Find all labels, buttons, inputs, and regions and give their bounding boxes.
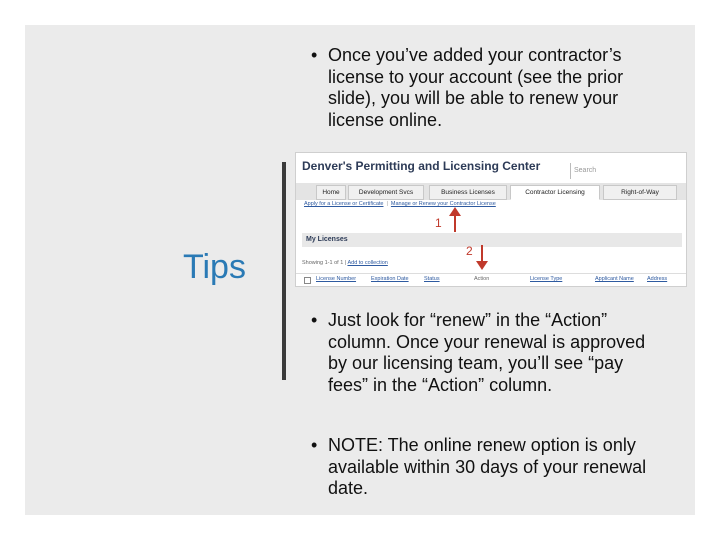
search-input[interactable]: Search [570,163,684,179]
bullet-dot: • [311,45,318,65]
bullet-dot: • [311,310,318,330]
col-status[interactable]: Status [424,276,440,282]
tab-home[interactable]: Home [316,185,346,200]
col-applicant-name[interactable]: Applicant Name [595,276,634,282]
col-expiration-date[interactable]: Expiration Date [371,276,409,282]
bullet-dot: • [311,435,318,455]
tab-right-of-way[interactable]: Right-of-Way [603,185,677,200]
vertical-divider [282,162,286,380]
arrow-1-icon [449,207,461,232]
bullet-text: Once you’ve added your contractor’s license to your account (see the prior slide), you will be able to renew your license online. [328,45,624,130]
tab-development-svcs[interactable]: Development Svcs [348,185,424,200]
my-licenses-title: My Licenses [306,236,348,243]
section-title: Tips [183,248,246,286]
col-address[interactable]: Address [647,276,668,282]
col-license-type[interactable]: License Type [530,276,563,282]
manage-renew-link[interactable]: Manage or Renew your Contractor License [390,201,496,207]
contractor-sublinks: Apply for a License or Certificate | Manage or Renew your Contractor License [304,201,496,207]
bullet-text: NOTE: The online renew option is only available within 30 days of your renewal date. [328,435,647,498]
arrow-2-icon [476,245,488,270]
bullet-text: Just look for “renew” in the “Action” column. Once your renewal is approved by our licensing team, you’ll see “pay fees” in the “Action” column. [328,310,646,395]
tab-business-licenses[interactable]: Business Licenses [429,185,507,200]
col-license-number[interactable]: License Number [316,276,357,282]
col-action: Action [474,276,490,282]
annotation-marker-2: 2 [466,244,473,258]
site-title: Denver's Permitting and Licensing Center [302,159,541,173]
annotation-marker-1: 1 [435,216,442,230]
showing-text: Showing 1-1 of 1 [302,260,344,266]
add-to-collection-link[interactable]: Add to collection [347,260,388,266]
bullet-look-for-renew [311,310,656,396]
apply-license-link[interactable]: Apply for a License or Certificate [304,201,384,207]
results-count: Showing 1-1 of 1 | Add to collection [302,260,388,266]
bullet-note-30-days [311,435,661,500]
tab-contractor-licensing[interactable]: Contractor Licensing [510,185,600,200]
